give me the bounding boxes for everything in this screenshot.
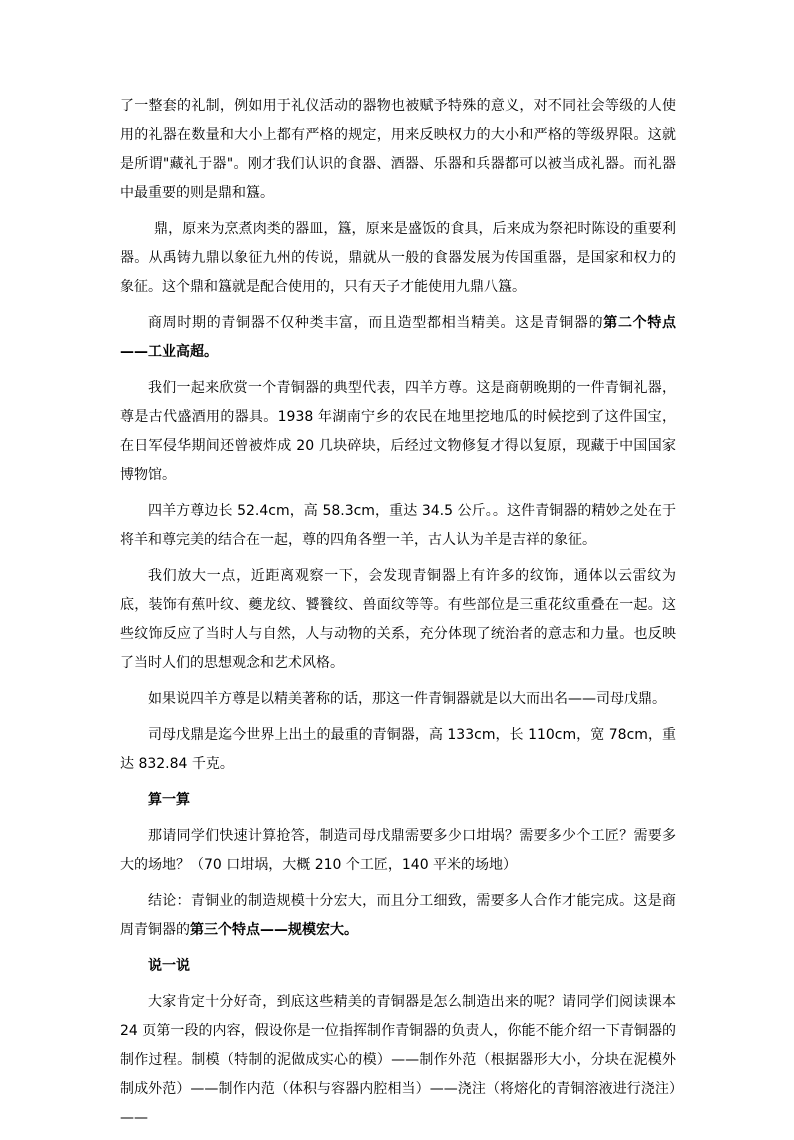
- paragraph-third-feature: [120, 887, 676, 945]
- paragraph-zun-dimensions: 四羊方尊边长 52.4cm，高 58.3cm，重达 34.5 公斤。。这件青铜器的精妙之处在于将羊和尊完美的结合在一起，尊的四角各塑一羊，古人认为羊是吉祥的象征。: [120, 503, 676, 548]
- paragraph-casting-process: 大家肯定十分好奇，到底这些精美的青铜器是怎么制造出来的呢？请同学们阅读课本 24 页第一段的内容，假设你是一位指挥制作青铜器的负责人，你能不能介绍一下青铜器的制作过程。制模（特制的泥做成实心的模）——制作外范（根据器形大小，分块在泥模外制成外范）——制作内范（体积与容器内腔相当）——浇注（将熔化的青铜溶液进行浇注）——: [120, 994, 676, 1126]
- paragraph-four-goat-zun: 我们一起来欣赏一个青铜器的典型代表，四羊方尊。这是商朝晚期的一件青铜礼器，尊是古代盛酒用的器具。1938 年湖南宁乡的农民在地里挖地瓜的时候挖到了这件国宝，在日军侵华期间还曾被炸成 20 几块碎块，后经过文物修复才得以复原，现藏于中国国家博物馆。: [120, 380, 676, 483]
- second-feature-highlight: 第二个特点——工业高超。: [120, 315, 677, 360]
- heading-calculate: 算一算: [148, 792, 190, 808]
- paragraph-text: 结论：青铜业的制造规模十分宏大，而且分工细致，需要多人合作才能完成。这是商周青铜器的: [120, 893, 676, 938]
- third-feature-highlight: 第三个特点——规模宏大。: [190, 922, 358, 938]
- paragraph-second-feature: [120, 309, 676, 367]
- paragraph-ritual-system: 了一整套的礼制，例如用于礼仪活动的器物也被赋予特殊的意义，对不同社会等级的人使用的礼器在数量和大小上都有严格的规定，用来反映权力的大小和严格的等级界限。这就是所谓"藏礼于器"。刚才我们认识的食器、酒器、乐器和兵器都可以被当成礼器。而礼器中最重要的则是鼎和簋。: [120, 98, 676, 201]
- paragraph-decorations: 我们放大一点，近距离观察一下，会发现青铜器上有许多的纹饰，通体以云雷纹为底，装饰有蕉叶纹、夔龙纹、饕餮纹、兽面纹等等。有些部位是三重花纹重叠在一起。这些纹饰反应了当时人与自然，人与动物的关系，充分体现了统治者的意志和力量。也反映了当时人们的思想观念和艺术风格。: [120, 568, 676, 671]
- paragraph-simuwu-intro: 如果说四羊方尊是以精美著称的话，那这一件青铜器就是以大而出名——司母戊鼎。: [148, 691, 666, 707]
- document-page: [120, 92, 676, 1140]
- paragraph-ding-gui: 鼎，原来为烹煮肉类的器皿，簋，原来是盛饭的食具，后来成为祭祀时陈设的重要利器。从禹铸九鼎以象征九州的传说，鼎就从一般的食器发展为传国重器，是国家和权力的象征。这个鼎和簋就是配合使用的，只有天子才能使用九鼎八簋。: [120, 221, 676, 295]
- paragraph-calculation-question: 那请同学们快速计算抢答，制造司母戊鼎需要多少口坩埚？需要多少个工匠？需要多大的场地？（70 口坩埚，大概 210 个工匠，140 平米的场地）: [120, 828, 676, 873]
- paragraph-simuwu-dimensions: 司母戊鼎是迄今世界上出土的最重的青铜器，高 133cm，长 110cm，宽 78cm，重达 832.84 千克。: [120, 727, 676, 772]
- heading-discuss: 说一说: [148, 958, 190, 974]
- paragraph-text: 商周时期的青铜器不仅种类丰富，而且造型都相当精美。这是青铜器的: [148, 315, 604, 331]
